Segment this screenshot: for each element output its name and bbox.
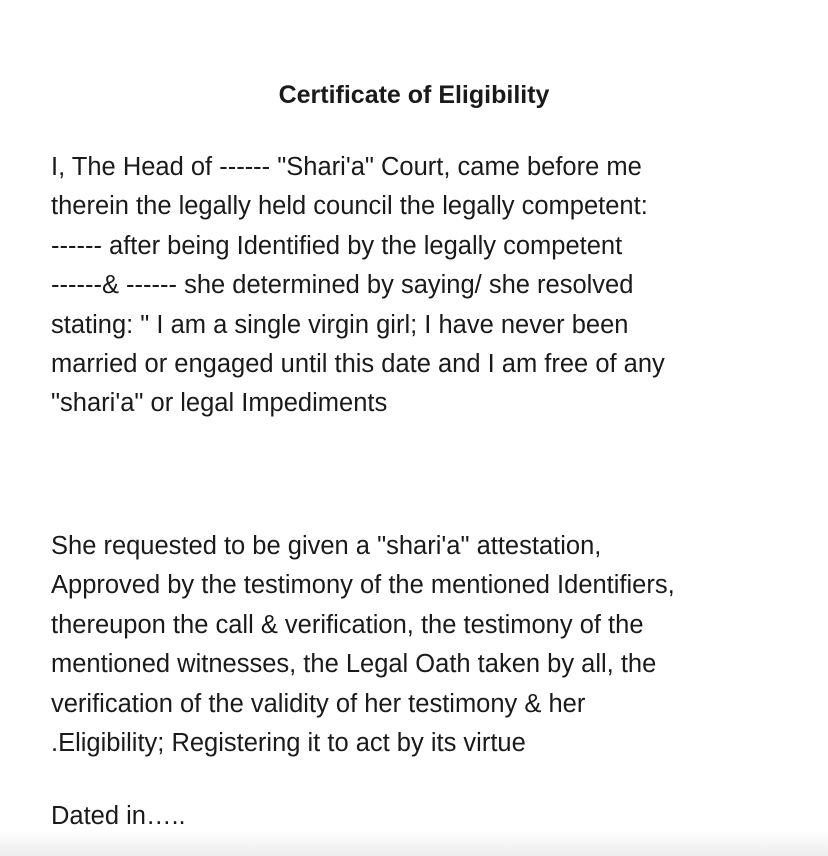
text-line: therein the legally held council the legally competent: [51, 192, 648, 221]
dated-line: Dated in….. [51, 802, 186, 830]
paragraph-declaration [51, 148, 791, 424]
text-line: mentioned witnesses, the Legal Oath taken by all, the [51, 650, 657, 679]
text-line: .Eligibility; Registering it to act by its virtue [51, 729, 526, 758]
text-line: verification of the validity of her testimony & her [51, 689, 586, 718]
page-bottom-shadow [0, 830, 828, 856]
text-line: "shari'a" or legal Impediments [51, 389, 388, 418]
text-line: married or engaged until this date and I am free of any [51, 350, 665, 379]
paragraph-request [51, 527, 791, 763]
text-line: thereupon the call & verification, the testimony of the [51, 610, 644, 639]
text-line: Approved by the testimony of the mentioned Identifiers, [51, 571, 675, 600]
document-title: Certificate of Eligibility [278, 81, 550, 109]
text-line: ------ after being Identified by the legally competent [51, 231, 623, 260]
text-line: She requested to be given a "shari'a" attestation, [51, 532, 602, 560]
text-line: ------& ------ she determined by saying/ she resolved [51, 271, 634, 300]
text-line: I, The Head of ------ "Shari'a" Court, came before me [51, 153, 642, 181]
text-line: stating: " I am a single virgin girl; I have never been [51, 310, 629, 339]
